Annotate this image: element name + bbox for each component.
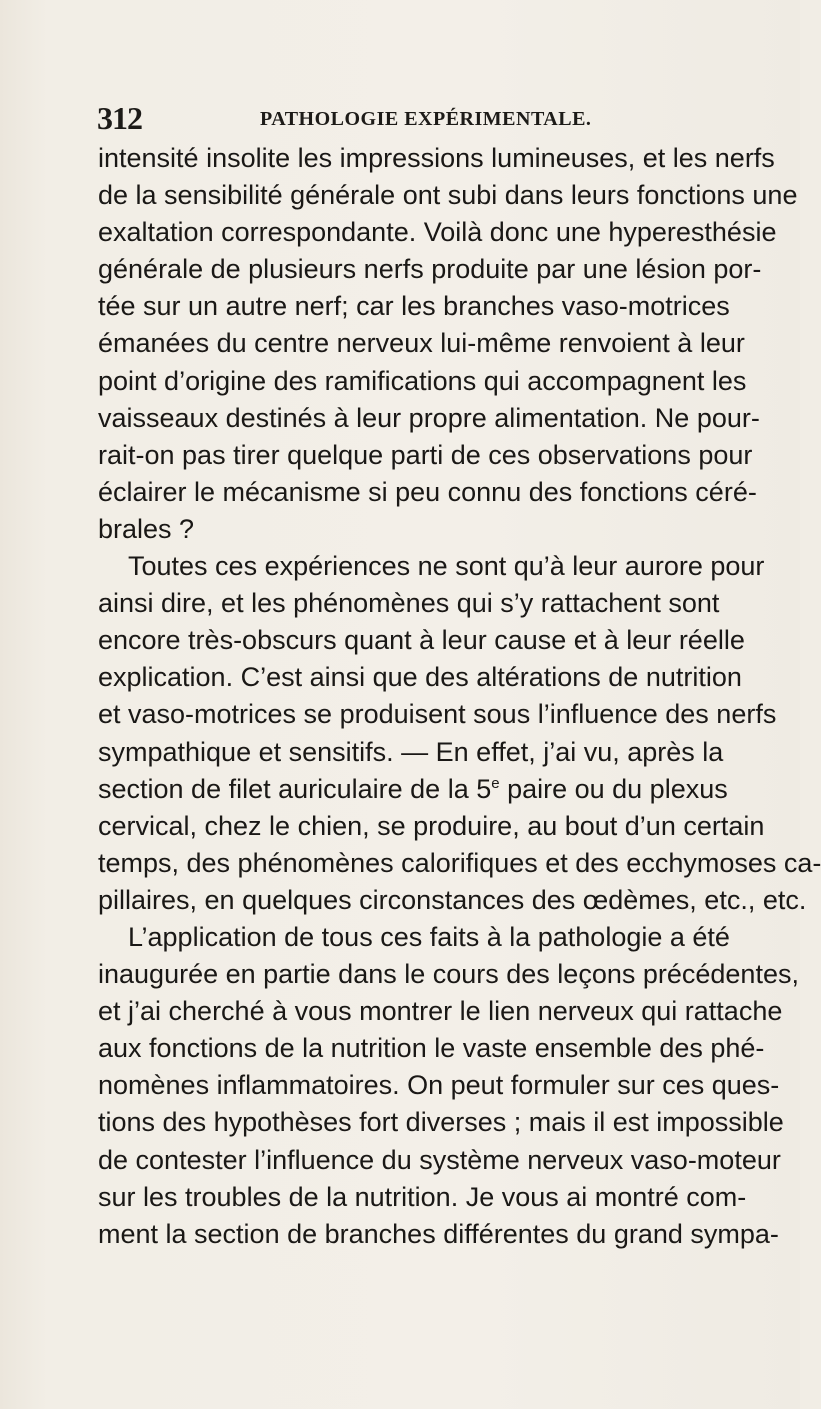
- text-line: tée sur un autre nerf; car les branches vaso-motrices: [98, 291, 730, 322]
- body-text: [98, 140, 821, 1253]
- text-line: encore très-obscurs quant à leur cause et à leur réelle: [98, 625, 745, 656]
- paragraph-start-line: L’application de tous ces faits à la pathologie a été: [128, 921, 730, 952]
- text-segment: section de filet auriculaire de la 5: [98, 773, 492, 804]
- text-line: aux fonctions de la nutrition le vaste ensemble des phé-: [98, 1033, 765, 1064]
- text-line: temps, des phénomènes calorifiques et des ecchymoses ca-: [98, 847, 821, 878]
- text-line: générale de plusieurs nerfs produite par une lésion por-: [98, 254, 762, 285]
- text-line: sympathique et sensitifs. — En effet, j’ai vu, après la: [98, 736, 724, 767]
- text-line: vaisseaux destinés à leur propre alimentation. Ne pour-: [98, 402, 760, 433]
- text-line: ainsi dire, et les phénomènes qui s’y rattachent sont: [98, 588, 720, 619]
- text-line: émanées du centre nerveux lui-même renvoient à leur: [98, 328, 745, 359]
- page-number: 312: [97, 100, 142, 136]
- text-line: point d’origine des ramifications qui accompagnent les: [98, 365, 747, 396]
- text-line: et j’ai cherché à vous montrer le lien nerveux qui rattache: [98, 996, 783, 1027]
- text-line: exaltation correspondante. Voilà donc une hyperesthésie: [98, 217, 777, 248]
- text-segment: paire ou du plexus: [499, 773, 728, 804]
- page-header: [97, 100, 717, 140]
- text-line: inaugurée en partie dans le cours des leçons précédentes,: [98, 959, 799, 990]
- text-line: et vaso-motrices se produisent sous l’influence des nerfs: [98, 699, 777, 730]
- paragraph-start-line: Toutes ces expériences ne sont qu’à leur aurore pour: [128, 551, 765, 582]
- text-line: rait-on pas tirer quelque parti de ces observations pour: [98, 439, 753, 470]
- text-line: tions des hypothèses fort diverses ; mais il est impossible: [98, 1107, 784, 1138]
- text-line: brales ?: [98, 513, 195, 544]
- text-line: pillaires, en quelques circonstances des œdèmes, etc., etc.: [98, 884, 807, 915]
- text-line: intensité insolite les impressions lumineuses, et les nerfs: [98, 143, 775, 173]
- text-line: nomènes inflammatoires. On peut formuler sur ces ques-: [98, 1070, 780, 1101]
- running-head: PATHOLOGIE EXPÉRIMENTALE.: [260, 108, 592, 130]
- text-line-with-superscript: [98, 771, 728, 808]
- text-line: éclairer le mécanisme si peu connu des fonctions céré-: [98, 476, 757, 507]
- text-line: explication. C’est ainsi que des altérations de nutrition: [98, 662, 742, 693]
- text-line: de la sensibilité générale ont subi dans leurs fonctions une: [98, 180, 798, 211]
- text-line: cervical, chez le chien, se produire, au bout d’un certain: [98, 810, 765, 841]
- text-line: sur les troubles de la nutrition. Je vous ai montré com-: [98, 1181, 747, 1212]
- text-line: ment la section de branches différentes du grand sympa-: [98, 1218, 779, 1249]
- text-line: de contester l’influence du système nerveux vaso-moteur: [98, 1144, 781, 1175]
- ordinal-superscript: e: [491, 774, 500, 792]
